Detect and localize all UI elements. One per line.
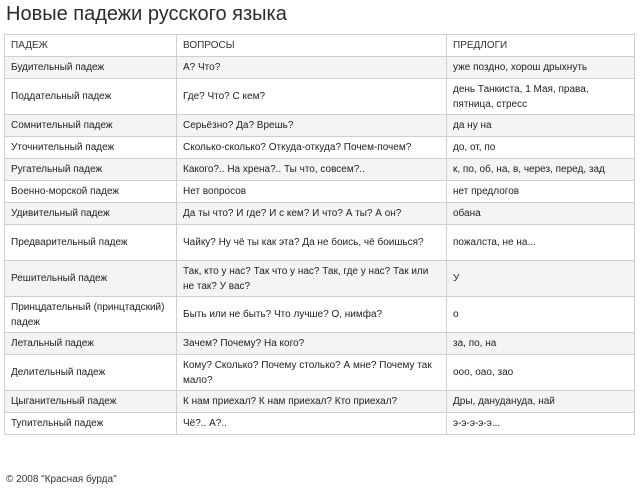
case-prepositions: ооо, оао, зао: [447, 355, 635, 391]
case-questions: Кому? Сколько? Почему столько? А мне? Почему так мало?: [177, 355, 447, 391]
table-row: [5, 79, 635, 115]
case-questions: Чё?.. А?..: [177, 413, 447, 435]
case-name: Уточнительный падеж: [5, 137, 177, 159]
table-row: [5, 225, 635, 261]
case-questions: Где? Что? С кем?: [177, 79, 447, 115]
table-row: [5, 391, 635, 413]
case-prepositions: Дры, дануданудa, най: [447, 391, 635, 413]
case-prepositions: нет предлогов: [447, 181, 635, 203]
header-prepositions: ПРЕДЛОГИ: [447, 35, 635, 57]
case-name: Принцдательный (принцтадский) падеж: [5, 297, 177, 333]
case-prepositions: день Танкиста, 1 Мая, права, пятница, стресс: [447, 79, 635, 115]
table-row: [5, 181, 635, 203]
case-questions: Серьёзно? Да? Врешь?: [177, 115, 447, 137]
copyright-footer: © 2008 "Красная бурда": [6, 474, 117, 485]
case-prepositions: к, по, об, на, в, через, перед, зад: [447, 159, 635, 181]
case-questions: Да ты что? И где? И с кем? И что? А ты? А он?: [177, 203, 447, 225]
case-name: Ругательный падеж: [5, 159, 177, 181]
case-name: Летальный падеж: [5, 333, 177, 355]
table-row: [5, 413, 635, 435]
table-row: [5, 57, 635, 79]
table-row: [5, 115, 635, 137]
case-prepositions: уже поздно, хорош дрыхнуть: [447, 57, 635, 79]
case-name: Военно-морской падеж: [5, 181, 177, 203]
case-prepositions: за, по, на: [447, 333, 635, 355]
table-row: [5, 203, 635, 225]
page-title: Новые падежи русского языка: [6, 3, 287, 25]
case-prepositions: о: [447, 297, 635, 333]
case-prepositions: да ну на: [447, 115, 635, 137]
case-questions: Сколько-сколько? Откуда-откуда? Почем-почем?: [177, 137, 447, 159]
case-name: Предварительный падеж: [5, 225, 177, 261]
table-row: [5, 355, 635, 391]
case-name: Цыганительный падеж: [5, 391, 177, 413]
header-case: ПАДЕЖ: [5, 35, 177, 57]
table-row: [5, 261, 635, 297]
case-questions: Нет вопросов: [177, 181, 447, 203]
table-row: [5, 137, 635, 159]
case-questions: Так, кто у нас? Так что у нас? Так, где у нас? Так или не так? У вас?: [177, 261, 447, 297]
case-questions: Чайку? Ну чё ты как эта? Да не боись, чё боишься?: [177, 225, 447, 261]
case-questions: Зачем? Почему? На кого?: [177, 333, 447, 355]
case-prepositions: У: [447, 261, 635, 297]
case-name: Тупительный падеж: [5, 413, 177, 435]
case-questions: Быть или не быть? Что лучше? О, нимфа?: [177, 297, 447, 333]
case-questions: А? Что?: [177, 57, 447, 79]
case-name: Поддательный падеж: [5, 79, 177, 115]
case-prepositions: обана: [447, 203, 635, 225]
case-name: Удивительный падеж: [5, 203, 177, 225]
cases-table: [4, 34, 635, 435]
table-row: [5, 333, 635, 355]
case-prepositions: до, от, по: [447, 137, 635, 159]
case-questions: Какого?.. На хрена?.. Ты что, совсем?..: [177, 159, 447, 181]
table-row: [5, 159, 635, 181]
table-row: [5, 297, 635, 333]
case-name: Будительный падеж: [5, 57, 177, 79]
case-name: Сомнительный падеж: [5, 115, 177, 137]
case-prepositions: пожалста, не на...: [447, 225, 635, 261]
case-prepositions: э-э-э-э-э...: [447, 413, 635, 435]
case-questions: К нам приехал? К нам приехал? Кто приехал?: [177, 391, 447, 413]
case-name: Делительный падеж: [5, 355, 177, 391]
header-questions: ВОПРОСЫ: [177, 35, 447, 57]
case-name: Решительный падеж: [5, 261, 177, 297]
table-header-row: [5, 35, 635, 57]
